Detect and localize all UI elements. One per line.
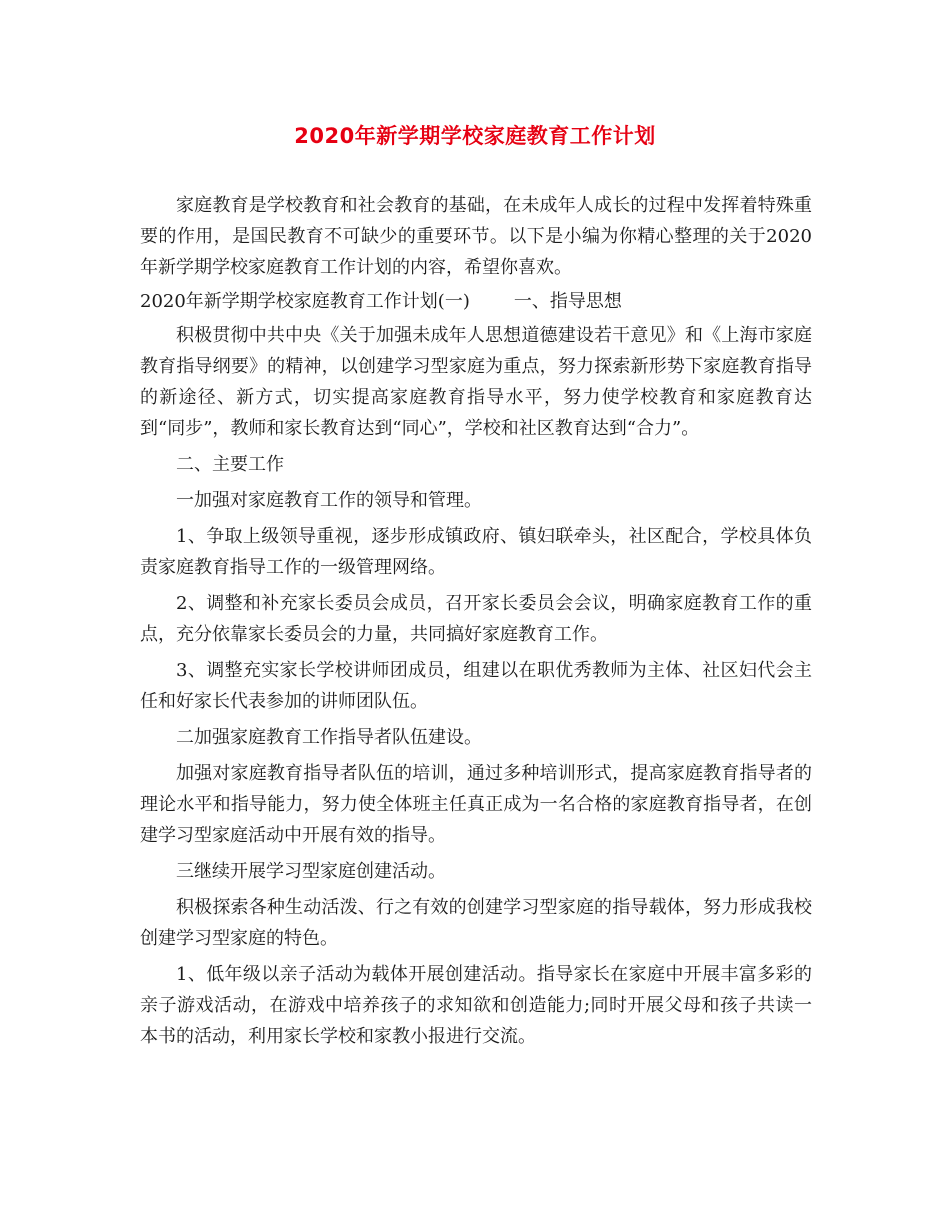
item-team-building: 二加强家庭教育工作指导者队伍建设。 [176,727,482,748]
document-body [140,190,812,1057]
guiding-paragraph: 积极贯彻中共中央《关于加强未成年人思想道德建设若干意见》和《上海市家庭教育指导纲要》的精神，以创建学习型家庭为重点，努力探索新形势下家庭教育指导的新途径、新方式，切实提高家庭教育指导水平，努力使学校教育和家庭教育达到“同步”，教师和家长教育达到“同心”，学校和社区教育达到“合力”。 [140,325,812,439]
item-leadership-2: 2、调整和补充家长委员会成员，召开家长委员会会议，明确家庭教育工作的重点，充分依靠家长委员会的力量，共同搞好家庭教育工作。 [140,593,812,645]
subheading-guiding-ideas: 一、指导思想 [513,291,622,312]
page-title: 2020年新学期学校家庭教育工作计划 [294,124,656,148]
heading-main-work: 二、主要工作 [176,454,284,475]
item-leadership-3: 3、调整充实家长学校讲师团成员，组建以在职优秀教师为主体、社区妇代会主任和好家长代表参加的讲师团队伍。 [140,660,812,712]
item-leadership-1: 1、争取上级领导重视，逐步形成镇政府、镇妇联牵头，社区配合，学校具体负责家庭教育指导工作的一级管理网络。 [140,526,812,578]
item-learning-family: 三继续开展学习型家庭创建活动。 [176,861,446,882]
item-learning-family-1: 1、低年级以亲子活动为载体开展创建活动。指导家长在家庭中开展丰富多彩的亲子游戏活动，在游戏中培养孩子的求知欲和创造能力;同时开展父母和孩子共读一本书的活动，利用家长学校和家教小报进行交流。 [140,964,812,1047]
item-team-building-text: 加强对家庭教育指导者队伍的培训，通过多种培训形式，提高家庭教育指导者的理论水平和指导能力，努力使全体班主任真正成为一名合格的家庭教育指导者，在创建学习型家庭活动中开展有效的指导。 [140,763,812,846]
item-learning-family-text: 积极探索各种生动活泼、行之有效的创建学习型家庭的指导载体，努力形成我校创建学习型家庭的特色。 [140,897,812,949]
item-leadership: 一加强对家庭教育工作的领导和管理。 [176,490,482,511]
subheading-plan-title: 2020年新学期学校家庭教育工作计划(一) [140,291,470,312]
intro-paragraph: 家庭教育是学校教育和社会教育的基础，在未成年人成长的过程中发挥着特殊重要的作用，是国民教育不可缺少的重要环节。以下是小编为你精心整理的关于2020年新学期学校家庭教育工作计划的内容，希望你喜欢。 [140,195,812,278]
section-subheading [140,286,812,317]
